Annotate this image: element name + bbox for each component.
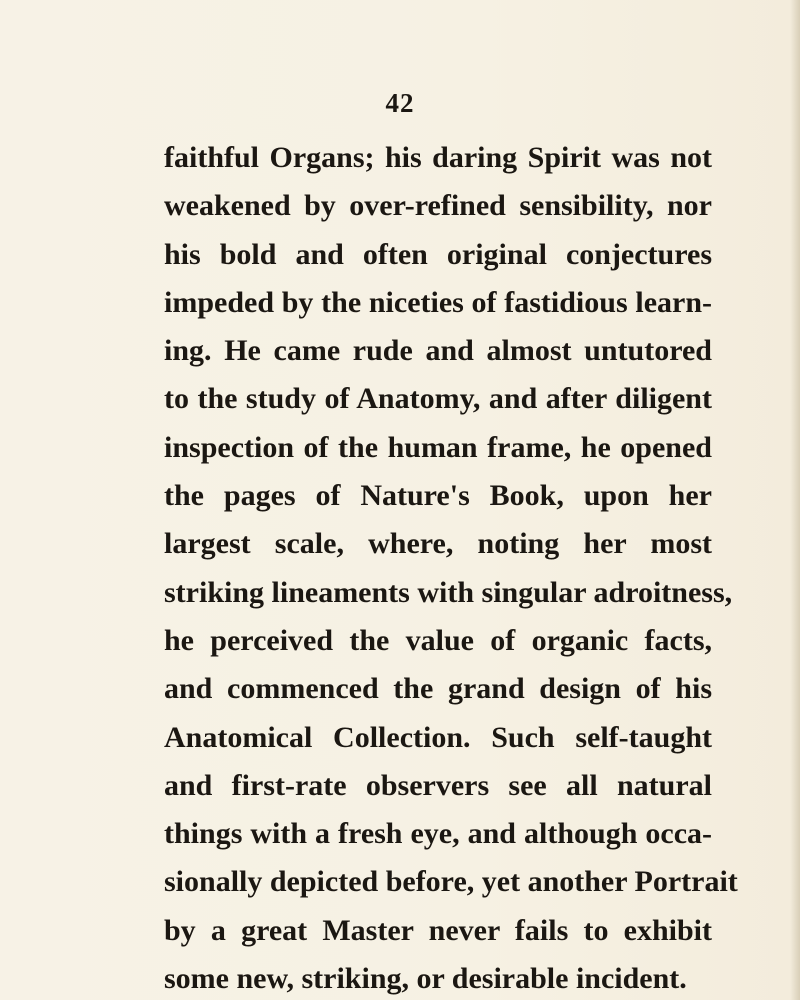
text-line: largest scale, where, noting her most [164, 527, 712, 561]
text-line: some new, striking, or desirable incident. [164, 962, 687, 996]
text-line: he perceived the value of organic facts, [164, 623, 712, 657]
page-number: 42 [385, 88, 415, 118]
text-line: Anatomical Collection. Such self-taught [164, 720, 712, 754]
text-line: his bold and often original conjectures [164, 237, 712, 271]
text-line: impeded by the niceties of fastidious learn- [164, 285, 712, 319]
text-line: things with a fresh eye, and although occa- [164, 817, 712, 851]
text-line: ing. He came rude and almost untutored [164, 334, 712, 368]
page-edge-shadow [790, 0, 800, 1000]
text-line: striking lineaments with singular adroitness, [164, 575, 733, 609]
text-line: and commenced the grand design of his [164, 672, 712, 706]
text-line: sionally depicted before, yet another Portrait [164, 865, 738, 899]
text-line: weakened by over-refined sensibility, nor [164, 189, 712, 223]
text-line: inspection of the human frame, he opened [164, 430, 712, 464]
text-line: and first-rate observers see all natural [164, 768, 712, 802]
text-line: by a great Master never fails to exhibit [164, 913, 712, 947]
text-line: faithful Organs; his daring Spirit was not [164, 141, 712, 174]
text-line: to the study of Anatomy, and after diligent [164, 382, 712, 416]
body-paragraph [164, 134, 738, 1000]
text-line: the pages of Nature's Book, upon her [164, 479, 712, 513]
